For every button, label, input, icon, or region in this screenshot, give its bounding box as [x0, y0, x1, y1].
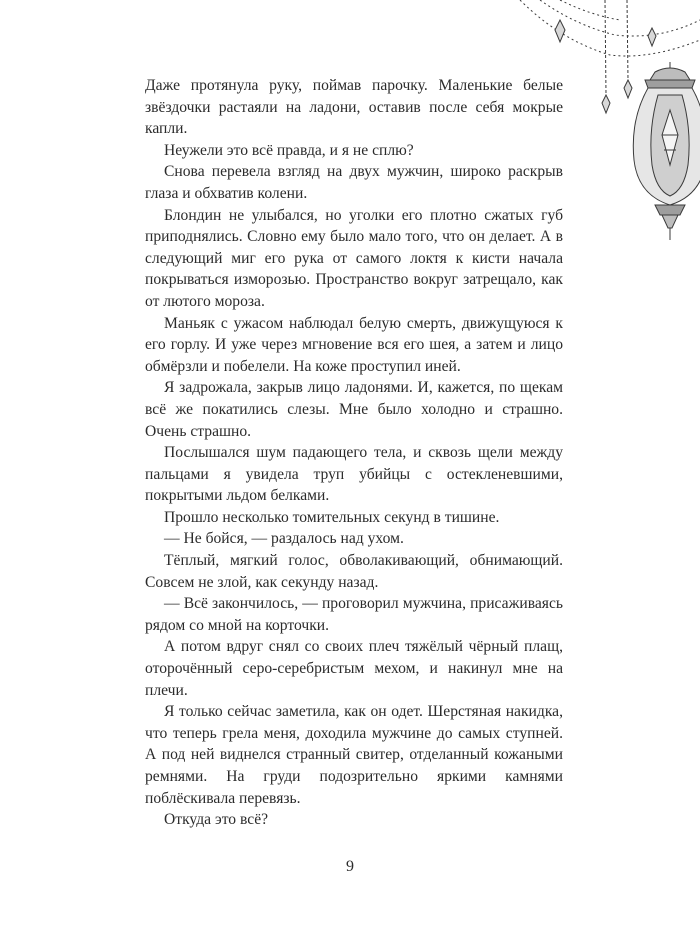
paragraph: Маньяк с ужасом наблюдал белую смерть, движущуюся к его горлу. И уже через мгновение вся его шея, а затем и лицо обмёрзли и побелели. На коже проступил иней.: [145, 314, 563, 375]
paragraph: — Не бойся, — раздалось над ухом.: [164, 530, 404, 548]
page-number: 9: [346, 858, 354, 875]
paragraph: А потом вдруг снял со своих плеч тяжёлый чёрный плащ, оторочённый серо-серебристым мехом, и накинул мне на плечи.: [145, 638, 563, 699]
paragraph: — Всё закончилось, — проговорил мужчина, присаживаясь рядом со мной на корточки.: [145, 595, 563, 634]
paragraph: Я только сейчас заметила, как он одет. Шерстяная накидка, что теперь грела меня, доходила мужчине до самых ступней. А под ней виднелся странный свитер, отделанный кожаными ремнями. На груди подозрительно яркими камнями поблёскивала перевязь.: [145, 703, 563, 807]
paragraph: Даже протянула руку, поймав парочку. Маленькие белые звёздочки растаяли на ладони, оставив после себя мокрые капли.: [145, 77, 563, 138]
body-text: [145, 75, 563, 831]
paragraph: Я задрожала, закрыв лицо ладонями. И, кажется, по щекам всё же покатились слезы. Мне было холодно и страшно. Очень страшно.: [145, 379, 563, 440]
paragraph: Прошло несколько томительных секунд в тишине.: [164, 508, 500, 526]
paragraph: Блондин не улыбался, но уголки его плотно сжатых губ приподнялись. Словно ему было мало того, что он делает. А в следующий миг его рука от самого локтя к кисти начала покрываться изморозью. Пространство вокруг затрещало, как от лютого мороза.: [145, 206, 563, 310]
paragraph: Откуда это всё?: [164, 811, 269, 829]
paragraph: Тёплый, мягкий голос, обволакивающий, обнимающий. Совсем не злой, как секунду назад.: [145, 552, 563, 591]
paragraph: Неужели это всё правда, и я не сплю?: [164, 141, 414, 159]
paragraph: Послышался шум падающего тела, и сквозь щели между пальцами я увидела труп убийцы с остекленевшими, покрытыми льдом белками.: [145, 444, 563, 505]
paragraph: Снова перевела взгляд на двух мужчин, широко раскрыв глаза и обхватив колени.: [145, 163, 563, 202]
